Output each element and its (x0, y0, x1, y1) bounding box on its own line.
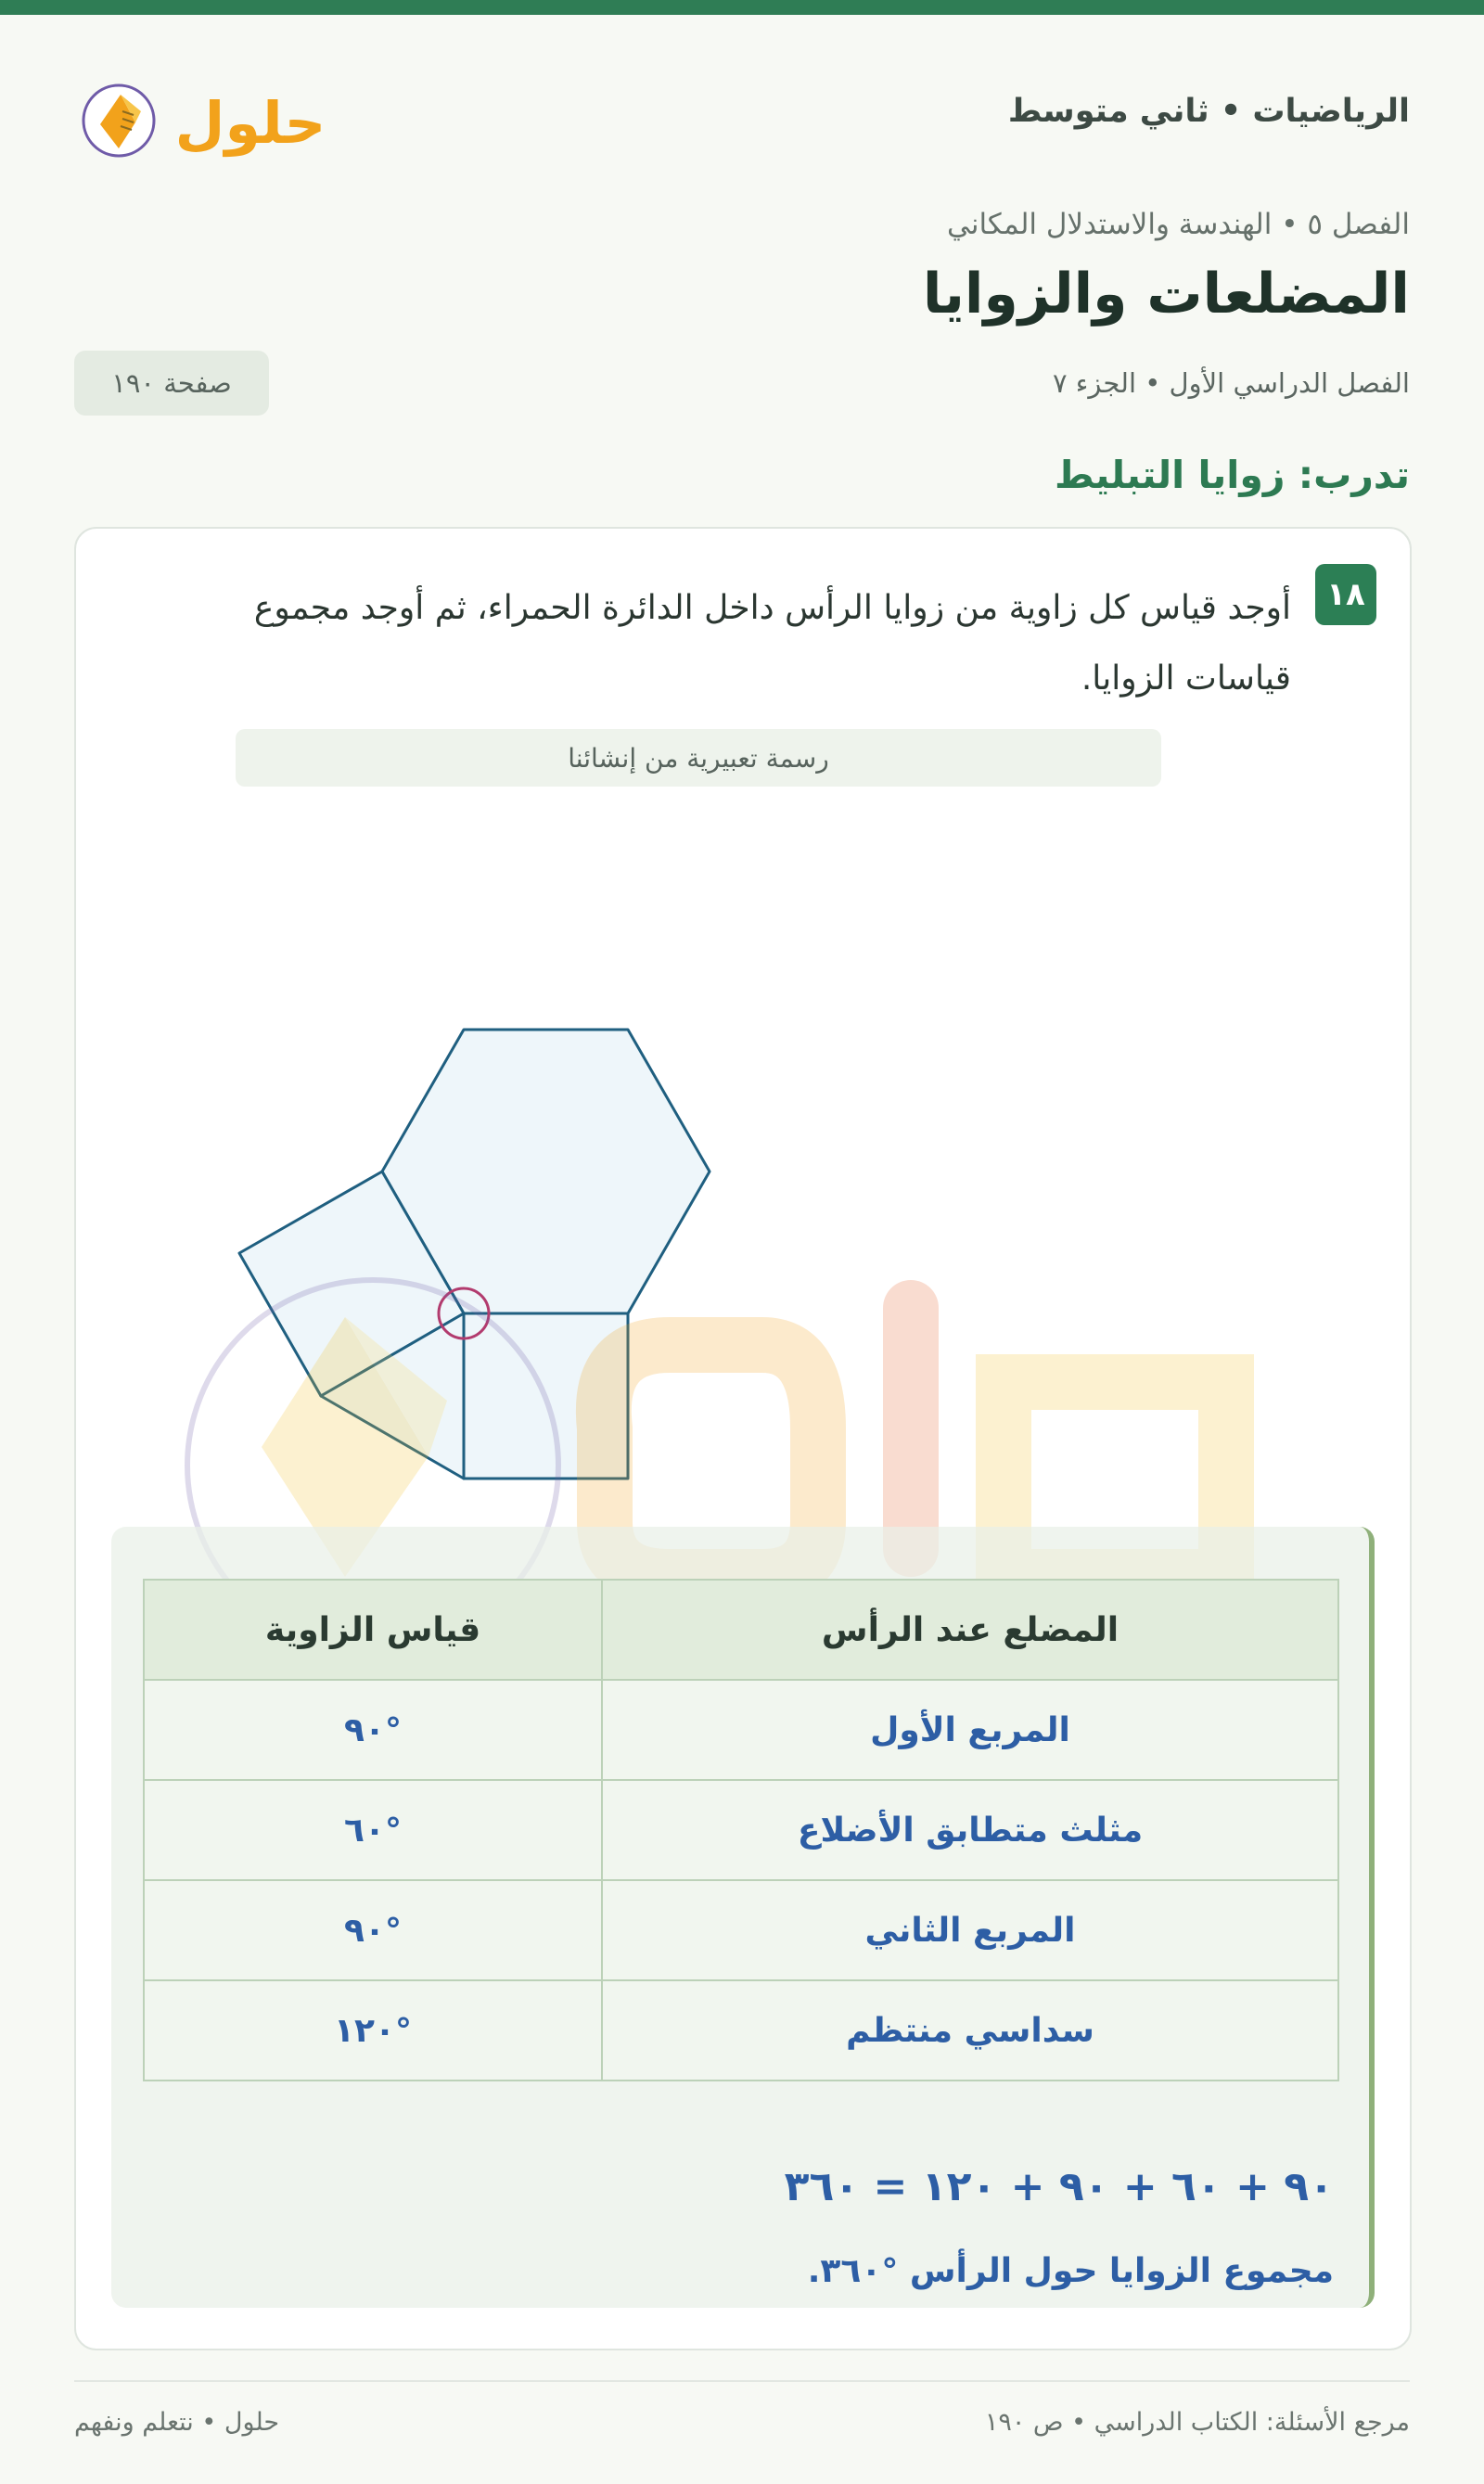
question-number-badge: ١٨ (1315, 564, 1376, 625)
polygon-cell: المربع الأول (602, 1680, 1338, 1780)
column-header-angle: قياس الزاوية (144, 1580, 602, 1680)
sum-equation: ٩٠ + ٦٠ + ٩٠ + ١٢٠ = ٣٦٠ (784, 2163, 1334, 2210)
table-header-row (144, 1580, 1338, 1680)
column-header-polygon: المضلع عند الرأس (602, 1580, 1338, 1680)
hulul-logo (74, 67, 334, 169)
tiling-figure (215, 798, 1050, 1540)
section-title: تدرب: زوايا التبليط (1054, 453, 1410, 497)
subject-label: الرياضيات • ثاني متوسط (1007, 93, 1410, 130)
page-header (74, 67, 1410, 169)
table-row (144, 1680, 1338, 1780)
footer-brand: حلول • نتعلم ونفهم (74, 2408, 280, 2437)
footer-reference: مرجع الأسئلة: الكتاب الدراسي • ص ١٩٠ (984, 2408, 1410, 2437)
table-row (144, 1980, 1338, 2081)
angle-cell: °٩٠ (144, 1880, 602, 1980)
footer-divider (74, 2380, 1410, 2382)
sum-conclusion: مجموع الزوايا حول الرأس °٣٦٠. (807, 2252, 1334, 2290)
table-row (144, 1780, 1338, 1880)
question-card (74, 527, 1412, 2350)
angle-cell: °١٢٠ (144, 1980, 602, 2081)
angle-cell: °٩٠ (144, 1680, 602, 1780)
figure-caption: رسمة تعبيرية من إنشائنا (236, 729, 1161, 787)
page-number-badge: صفحة ١٩٠ (74, 351, 269, 416)
answer-box (111, 1527, 1375, 2308)
logo-wordmark: حلول (174, 89, 326, 157)
page-title: المضلعات والزوايا (922, 262, 1410, 327)
square-shape-lower (464, 1313, 628, 1479)
polygon-cell: مثلث متطابق الأضلاع (602, 1780, 1338, 1880)
unit-label: الفصل ٥ • الهندسة والاستدلال المكاني (947, 208, 1410, 241)
semester-label: الفصل الدراسي الأول • الجزء ٧ (1052, 367, 1410, 399)
polygon-cell: سداسي منتظم (602, 1980, 1338, 2081)
question-text: أوجد قياس كل زاوية من زوايا الرأس داخل الدائرة الحمراء، ثم أوجد مجموع قياسات الزوايا. (253, 589, 1291, 698)
angles-table (143, 1579, 1339, 2081)
table-row (144, 1880, 1338, 1980)
angle-cell: °٦٠ (144, 1780, 602, 1880)
polygon-cell: المربع الثاني (602, 1880, 1338, 1980)
top-accent-bar (0, 0, 1484, 15)
